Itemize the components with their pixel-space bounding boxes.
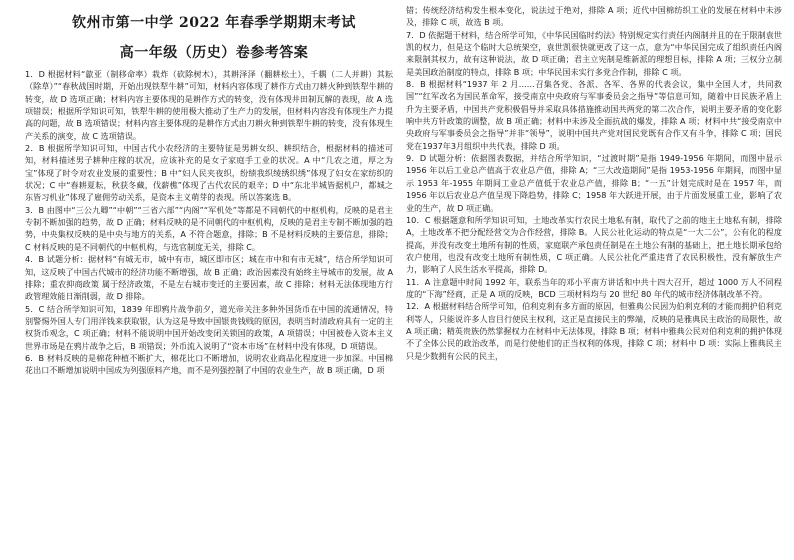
left-column [25,0,393,377]
answer-paragraph: 2．B 根据所学知识可知，中国古代小农经济的主要特征是男耕女织、耕织结合，根据材料的描述可知，材料描述男子耕种庄稼的状况，应该补充的是女子家庭手工业的状况。A 中“几农之道，厚之为宝”体现了时令对农业发展的重要性；B 中“妇人民夹夜织，纷绩我织绫绣织绣”体现了妇女在家纺织的状况；C 中“春耕夏耘，秋获冬藏，伐薪樵”体现了古代农民的艰辛；D 中“东北半城皆据机户，都城之东皆习机业”体现了雇佣劳动关系，是资本主义萌芽的表现。所以答案选 B。 [25,143,393,203]
answer-paragraph: 11．A 注意题中时间 1992 年，联系当年的邓小平南方讲话和中共十四大召开，超过 1000 万人不同程度的“下海”经商，正是 A 项的反映，BCD 三项材料均与 20 世纪 80 年代的城市经济体制改革不符。 [406,276,782,299]
answer-paragraph: 6．B 材料反映的是棉花种植不断扩大，棉花比口不断增加，说明农业商品化程度进一步加深。中国棉花出口不断增加说明中国成为列强原料产地，而不是列强控制了中国的农业生产，故 B 项正确，D 项 [25,352,393,376]
exam-title: 钦州市第一中学 2022 年春季学期期末考试 [72,15,356,31]
answer-paragraph: 5．C 结合所学知识可知，1839 年即鸦片战争前夕，道光帝关注多种外国货币在中国的流通情况，特别警惕外国人专门用洋钱来获取银，认为这是导致中国银贵钱贱的原因，表明当时清政府具有一定的主权货币观念，C 项正确；材料不能说明中国开始改变闭关锁国的政策，A 项错误；中国被卷入资本主义世界市场是在鸦片战争之后，B 项错误；外币流入说明了“资本市场”在材料中没有体现，D 项错误。 [25,303,393,351]
answer-paragraph: 1．D 根据材料“歙亚（制移命率）栽炸（砍除树木），其耕泽泽（翻耕松土），千耦（二人并耕）其耘（除草）”“春秋战国时期，开始出现铁犁牛耕”可知，材料内容体现了耕作方式由刀耕火种到铁犁牛耕的转变，故 D 选项正确；材料内容主要体现的是耕作方式的转变，没有体现井田制瓦解的表现，故 A 选项错误；根据所学知识可知，铁犁牛耕的使用极大推动了生产力的发展，但材料内容没有体现生产力提高的问题，故 B 选项错误；材料内容主要体现的是耕作方式由刀耕火种到铁犁牛耕的转变，没有体现生产关系的演变，故 C 选项错误。 [25,69,393,141]
answer-paragraph: 10．C 根据题意和所学知识可知，土地改革实行农民土地私有制，取代了之前的地主土地私有制，排除 A，土地改革不把分配经营交为合作经营，排除 B。人民公社化运动的特点是“一大二公”，公有化的程度提高，并没有改变土地所有制的性质，家庭联产承包责任制是在土地公有制的基础上，把土地长期承包给农户使用，也没有改变土地所有制性质，C 项正确。人民公社化严重违背了农民积极性，没有解放生产力，影响了人民生活水平提高，排除 D。 [406,214,782,275]
answer-paragraph: 12．A 根据材料结合所学可知，伯利克利有多方面的原因，但雅典公民因为伯利克利的才能而拥护伯利克利等人，只能说许多人盲目行使民主权利，这正是直接民主的弊端，反映的是雅典民主政治的局限性，故 A 项正确；精英贵族仍然掌握权力在材料中无法体现，排除 B 项；材料中雅典公民对伯利克利的拥护体现不了全体公民的政治改革，而是行使他们的正当权利的体现，排除 C 项；材料中 D 项：实际上雅典民主只是少数拥有公民的民主， [406,301,782,361]
answer-paragraph: 7．D 依据题干材料，结合所学可知，《中华民国临时约法》特别规定实行责任内阁制并且的在于限制袁世凯的权力，但是这个临时大总统架空，袁世凯很快就更改了这一点，意为“中华民国完成了组织责任内阁来限制其权力，故有这种说法，故 D 项正确；君主立宪制是维新派的理想目标，排除 A 项；三权分立制是美国政治制度的特点，排除 B 项；中华民国未实行多党合作制，排除 C 项。 [406,29,782,77]
answer-paragraph: 3．B 由图中“三公九卿”“中朝”“三省六部”“内阁”“军机处”等都是不同朝代的中枢机构，反映的是君主专制不断加强的趋势，故 D 正确；材料反映的是不同朝代的中枢机构，反映的是君主专制不断加强的趋势，中央集权反映的是中央与地方的关系，A 不符合题意，排除；B 不是材料反映的主要信息，排除；C 材料反映的是不同朝代的中枢机构，与选官制度无关，排除 C。 [25,204,393,252]
right-column [406,0,782,362]
answer-key-subtitle: 高一年级（历史）卷参考答案 [119,45,309,61]
answer-paragraph: 9．D 试题分析：依据图表数据，并结合所学知识，“过渡时期”是指 1949-1956 年期间，而图中显示 1956 年以后工业总产值高于农业总产值，排除 A；“三大改造期间”是指 1953-1956 年期间，而图中显示 1953 年-1955 年期间工业总产值低于农业总产值，排除 B；“一五”计划完成时是在 1957 年，而 1956 年以后农业总产值呈现下降趋势，排除 C；1958 年大跃进开展，由于片面发展重工业，影响了农业的生产，故 D 项正确。 [406,153,782,213]
answer-paragraph: 4．B 试题分析：据材料“有城无市，城中有市，城区即市区；城在市中和有市无城”，结合所学知识可知，这反映了中国古代城市的经济功能不断增强，故 B 正确；政治因素没有始终主导城市的发展，故 A 排除；重农抑商政策 属于经济政策，不是左右城市变迁的主要因素，故 C 排除；材料无法体现地方行政管理效能日渐削弱，故 D 排除。 [25,254,393,302]
answer-paragraph: 错；传统经济结构发生根本变化，说法过于绝对，排除 A 项；近代中国棉纺织工业的发展在材料中未涉及，排除 C 项，故选 B 项。 [406,5,782,28]
answer-paragraph: 8．B 根据材料“1937 年 2 月……召集各党、各派、各军、各界的代表会议，集中全国人才，共同救国”“红军改名为国民革命军，接受南京中央政府与军事委员会之指导”等信息可知，随着中日民族矛盾上升为主要矛盾，中国共产党积极倡导并采取具体措施推动国共两党的第二次合作，说明主要矛盾的变化影响中共方针政策的调整，故 B 项正确；材料中未涉及全面抗战的爆发，排除 A 项；材料中共“接受南京中央政府与军事委员会之指导”并非“领导”，说明中国共产党对国民党既有合作又有斗争，排除 C 项；国民党在1937年3月组织中共代表，排除 D 项。 [406,79,782,151]
